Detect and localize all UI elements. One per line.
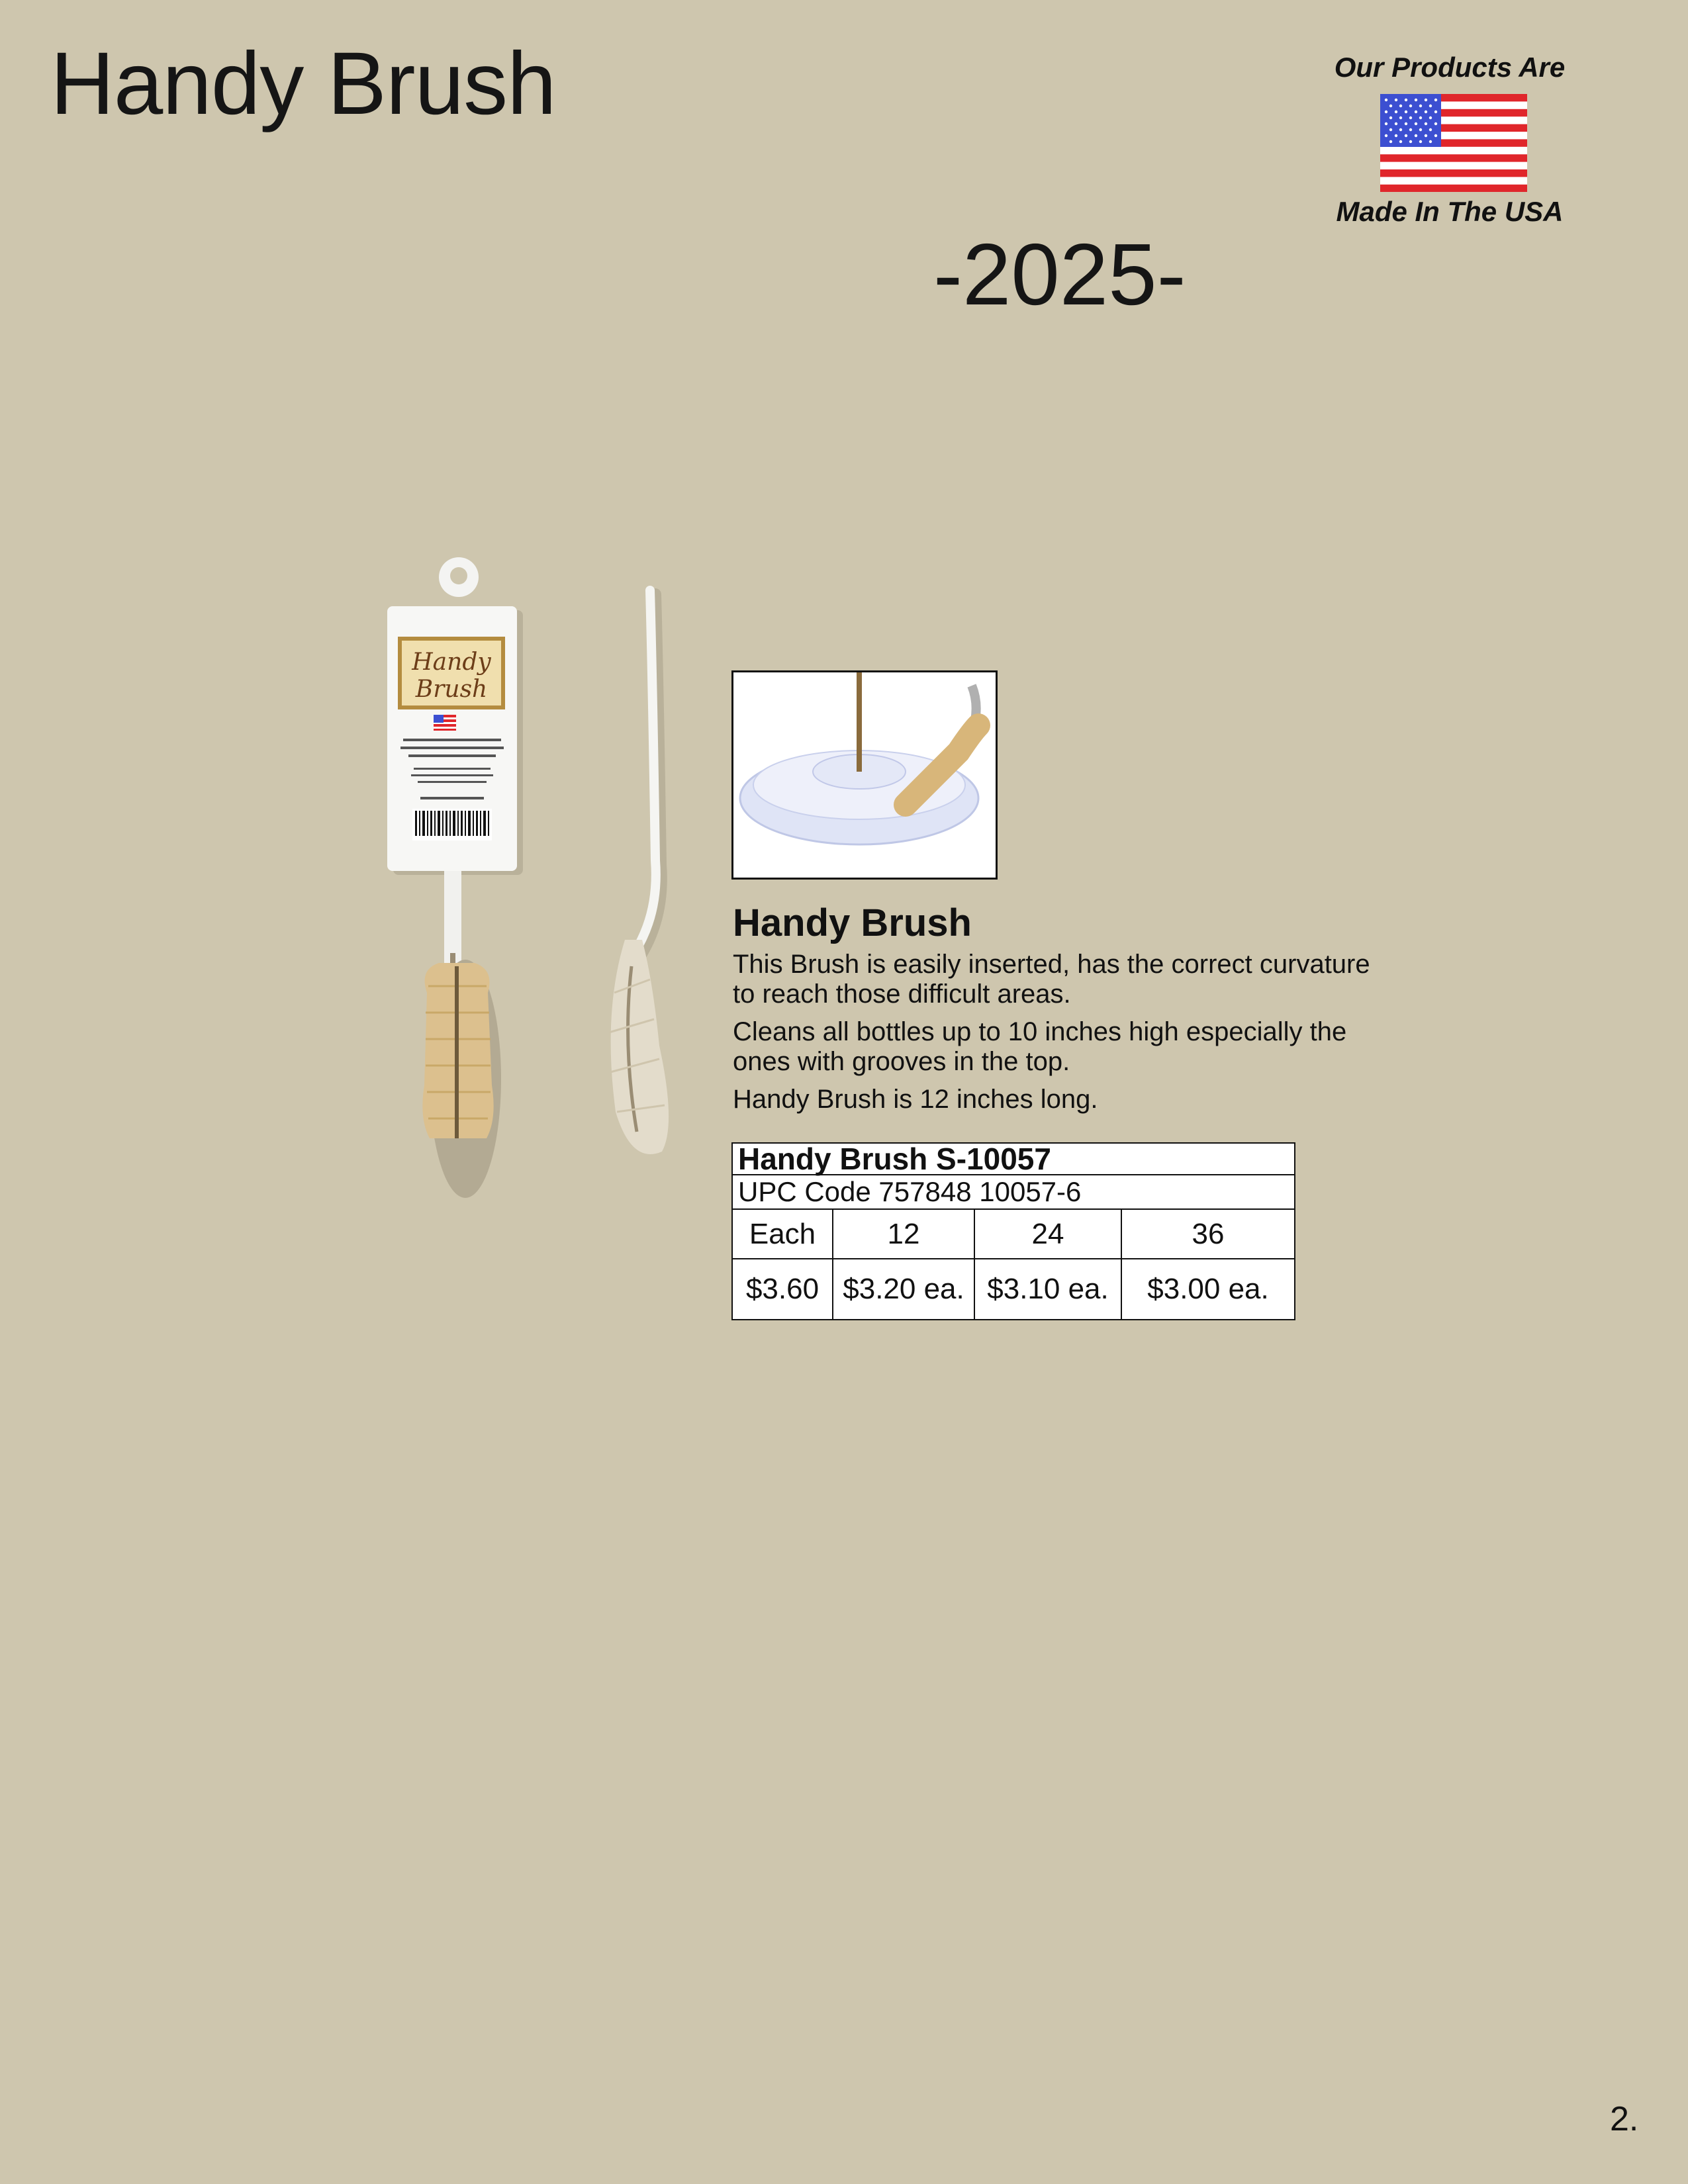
description-paragraph-3: Handy Brush is 12 inches long. [733, 1085, 1098, 1114]
quantity-12: 12 [833, 1209, 974, 1259]
made-in-usa-bottom-text: Made In The USA [1336, 196, 1564, 227]
description-paragraph-2: Cleans all bottles up to 10 inches high especially the ones with grooves in the top. [733, 1017, 1347, 1076]
description-paragraph-1: This Brush is easily inserted, has the correct curvature to reach those difficult areas. [733, 950, 1370, 1009]
upc-code: UPC Code 757848 10057-6 [732, 1175, 1295, 1209]
quantity-36: 36 [1121, 1209, 1295, 1259]
svg-text:Brush: Brush [415, 676, 488, 703]
price-36: $3.00 ea. [1121, 1259, 1295, 1320]
catalog-year: -2025- [933, 226, 1186, 323]
curved-brush-image [596, 582, 722, 1205]
us-flag-icon [1380, 94, 1527, 192]
page-title: Handy Brush [50, 34, 556, 133]
brush-in-use-photo [731, 670, 998, 880]
made-in-usa-top-text: Our Products Are [1334, 52, 1566, 83]
price-12: $3.20 ea. [833, 1259, 974, 1320]
page-number: 2. [1610, 2100, 1639, 2138]
product-description [733, 897, 1395, 1122]
price-each: $3.60 [732, 1259, 833, 1320]
price-table [731, 1142, 1295, 1320]
quantity-24: 24 [974, 1209, 1121, 1259]
price-24: $3.10 ea. [974, 1259, 1121, 1320]
quantity-each: Each [732, 1209, 833, 1259]
price-table-title: Handy Brush S-10057 [732, 1143, 1295, 1175]
packaged-brush-image [387, 556, 559, 1211]
product-name: Handy Brush [733, 901, 972, 944]
svg-text:Handy: Handy [412, 649, 491, 676]
